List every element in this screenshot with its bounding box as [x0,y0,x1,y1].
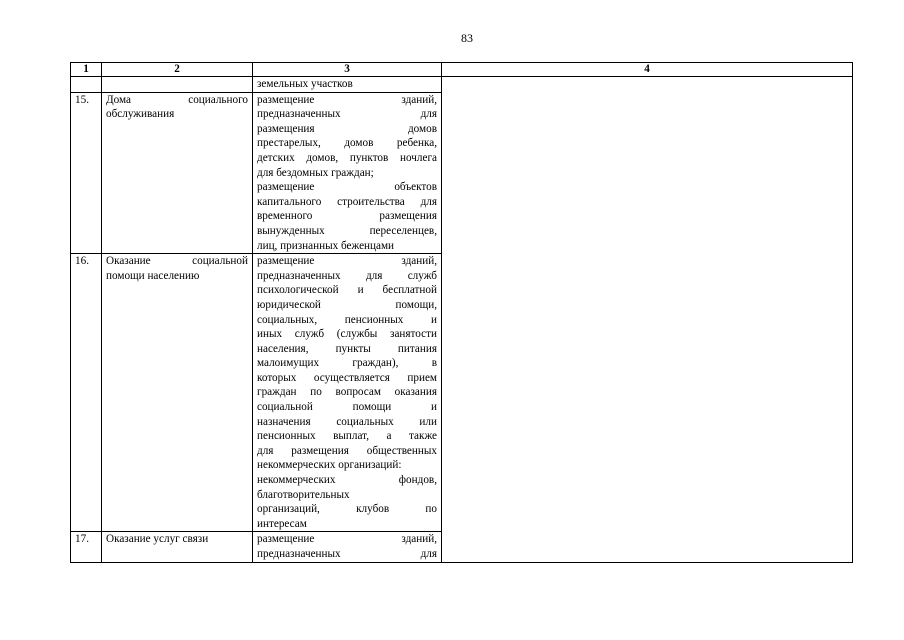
header-col-3: 3 [253,63,442,77]
desc-line: пенсионных выплат, а также [257,430,437,443]
name-line: помощи населению [106,269,200,282]
desc-line: престарелых, домов ребенка, [257,137,437,150]
desc-line: социальной помощи и [257,401,437,414]
desc-line: иных служб (службы занятости [257,328,437,341]
cell-desc [253,77,442,93]
desc-line: некоммерческих организаций: [257,459,402,472]
cell-num: 15. [71,92,102,254]
header-col-4: 4 [442,63,853,77]
desc-line: земельных участков [257,78,353,90]
cell-num: 17. [71,532,102,562]
desc-line: юридической помощи, [257,298,437,311]
desc-line: предназначенных для служб [257,269,437,282]
cell-name [102,92,253,254]
header-col-1: 1 [71,63,102,77]
header-col-2: 2 [102,63,253,77]
desc-line: размещение зданий, [257,533,437,546]
desc-line: социальных, пенсионных и [257,313,437,326]
cell-name [102,77,253,93]
desc-line: лиц, признанных беженцами [257,239,395,252]
desc-line: предназначенных для [257,548,437,560]
name-line: Оказание социальной [106,255,248,268]
cell-name [102,532,253,562]
desc-line: которых осуществляется прием [257,371,437,384]
desc-line: населения, пункты питания [257,342,437,355]
desc-line: некоммерческих фондов, [257,474,437,487]
desc-line: благотворительных [257,488,350,501]
desc-line: организаций, клубов по [257,503,437,516]
desc-line: малоимущих граждан), в [257,357,437,370]
desc-line: для бездомных граждан; [257,166,374,179]
cell-num [71,77,102,93]
desc-line: капитального строительства для [257,195,437,208]
desc-line: для размещения общественных [257,444,437,457]
name-line: Оказание услуг связи [106,533,209,546]
desc-line: размещение зданий, [257,255,437,268]
cell-desc [253,254,442,532]
name-line: обслуживания [106,108,175,121]
cell-name [102,254,253,532]
desc-line: размещение объектов [257,181,437,194]
desc-line: детских домов, пунктов ночлега [257,151,437,164]
table-header-row [71,63,853,77]
desc-line: психологической и бесплатной [257,284,437,297]
desc-line: размещения домов [257,122,437,135]
desc-line: назначения социальных или [257,415,437,428]
cell-desc [253,532,442,562]
cell-desc [253,92,442,254]
name-line: Дома социального [106,93,248,106]
desc-line: временного размещения [257,210,437,223]
desc-line: предназначенных для [257,108,437,121]
document-table [70,62,853,563]
cell-col4 [442,77,853,563]
desc-line: граждан по вопросам оказания [257,386,437,399]
page-number: 83 [461,31,473,45]
desc-line: вынужденных переселенцев, [257,224,437,237]
desc-line: размещение зданий, [257,93,437,106]
table-row-continuation [71,77,853,93]
cell-num: 16. [71,254,102,532]
desc-line: интересам [257,517,307,530]
